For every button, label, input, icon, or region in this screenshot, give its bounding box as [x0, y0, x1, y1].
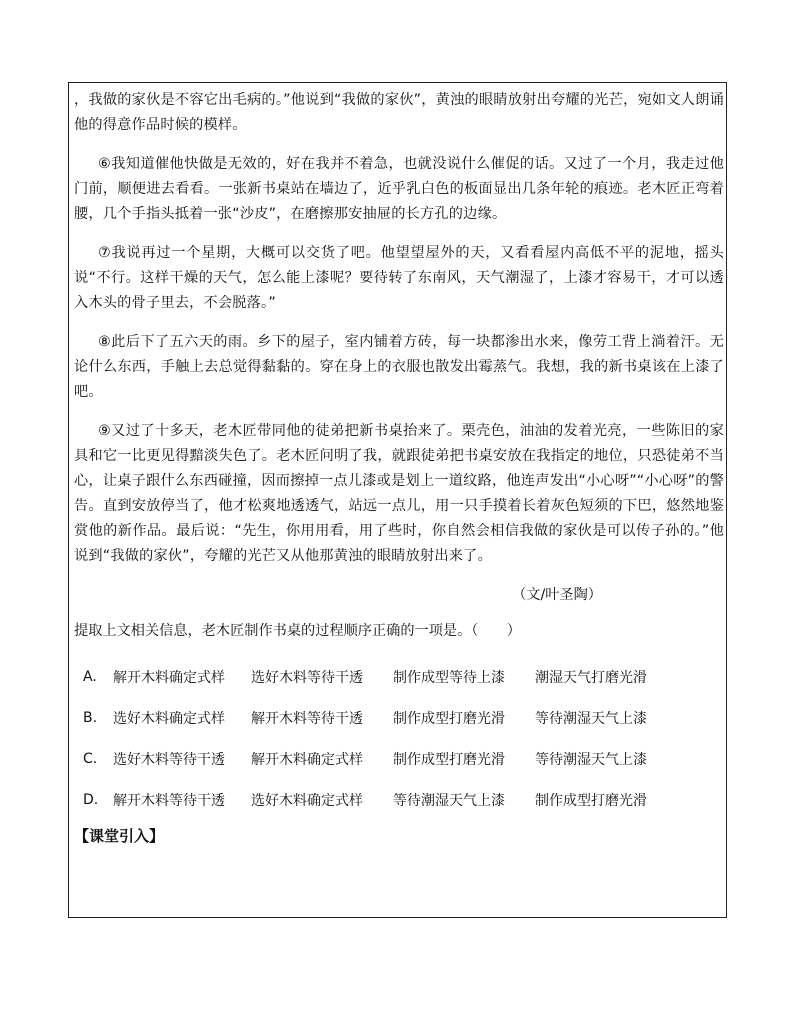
document-body	[74, 88, 724, 849]
option-step: 等待潮湿天气上漆	[535, 751, 647, 768]
option-step: 选好木料确定式样	[251, 792, 363, 809]
paragraph-7: ⑦我说再过一个星期，大概可以交货了吧。他望望屋外的天，又看看屋内高低不平的泥地，摇头说“不行。这样干燥的天气，怎么能上漆呢？要待转了东南风，天气潮湿了，上漆才容易干，才可以透入木头的骨子里去，不会脱落。”	[74, 245, 724, 311]
author-credit: （文/叶圣陶）	[512, 587, 602, 603]
option-step: 制作成型打磨光滑	[393, 751, 505, 768]
option-b[interactable]	[74, 697, 724, 738]
option-step: 选好木料等待干透	[113, 751, 225, 768]
paragraph-8: ⑧此后下了五六天的雨。乡下的屋子，室内铺着方砖，每一块都渗出水来，像劳工背上淌着汗。无论什么东西，手触上去总觉得黏黏的。穿在身上的衣服也散发出霉蒸气。我想，我的新书桌该在上漆了吧。	[74, 334, 724, 400]
option-d[interactable]	[74, 779, 724, 820]
question-stem: 提取上文相关信息，老木匠制作书桌的过程顺序正确的一项是。（ ）	[74, 623, 521, 639]
option-letter: C.	[83, 750, 98, 767]
section-heading: 【课堂引入】	[74, 827, 165, 845]
paragraph-9: ⑨又过了十多天，老木匠带同他的徒弟把新书桌抬来了。栗壳色，油油的发着光亮，一些陈旧的家具和它一比更见得黯淡失色了。老木匠问明了我，就跟徒弟把书桌安放在我指定的地位，只恐徒弟不当心，让桌子跟什么东西碰撞，因而擦掉一点儿漆或是划上一道纹路，他连声发出“小心呀”“小心呀”的警告。直到安放停当了，他才松爽地透透气，站远一点儿，用一只手摸着长着灰色短须的下巴，悠然地鉴赏他的新作品。最后说：“先生，你用用看，用了些时，你自然会相信我做的家伙是可以传子孙的。”他说到“我做的家伙”，夸耀的光芒又从他那黄浊的眼睛放射出来了。	[74, 423, 724, 564]
option-letter: D.	[83, 791, 99, 808]
options-list	[74, 656, 724, 820]
option-step: 解开木料等待干透	[251, 710, 363, 727]
option-step: 解开木料等待干透	[113, 792, 225, 809]
option-a[interactable]	[74, 656, 724, 697]
paragraph-6: ⑥我知道催他快做是无效的，好在我并不着急，也就没说什么催促的话。又过了一个月，我走过他门前，顺便进去看看。一张新书桌站在墙边了，近乎乳白色的板面显出几条年轮的痕迹。老木匠正弯着腰，几个手指头抵着一张“沙皮”，在磨擦那安抽屉的长方孔的边缘。	[74, 156, 724, 222]
option-letter: A.	[83, 668, 97, 685]
option-step: 选好木料等待干透	[251, 669, 363, 686]
option-step: 潮湿天气打磨光滑	[535, 669, 647, 686]
paragraph-continued: ，我做的家伙是不容它出毛病的。”他说到“我做的家伙”，黄浊的眼睛放射出夸耀的光芒，宛如文人朗诵他的得意作品时候的模样。	[74, 92, 724, 133]
option-step: 选好木料确定式样	[113, 710, 225, 727]
option-step: 制作成型打磨光滑	[393, 710, 505, 727]
option-step: 制作成型打磨光滑	[535, 792, 647, 809]
option-step: 等待潮湿天气上漆	[535, 710, 647, 727]
option-step: 等待潮湿天气上漆	[393, 792, 505, 809]
option-c[interactable]	[74, 738, 724, 779]
option-step: 解开木料确定式样	[251, 751, 363, 768]
option-step: 制作成型等待上漆	[393, 669, 505, 686]
option-letter: B.	[83, 709, 98, 726]
option-step: 解开木料确定式样	[113, 669, 225, 686]
